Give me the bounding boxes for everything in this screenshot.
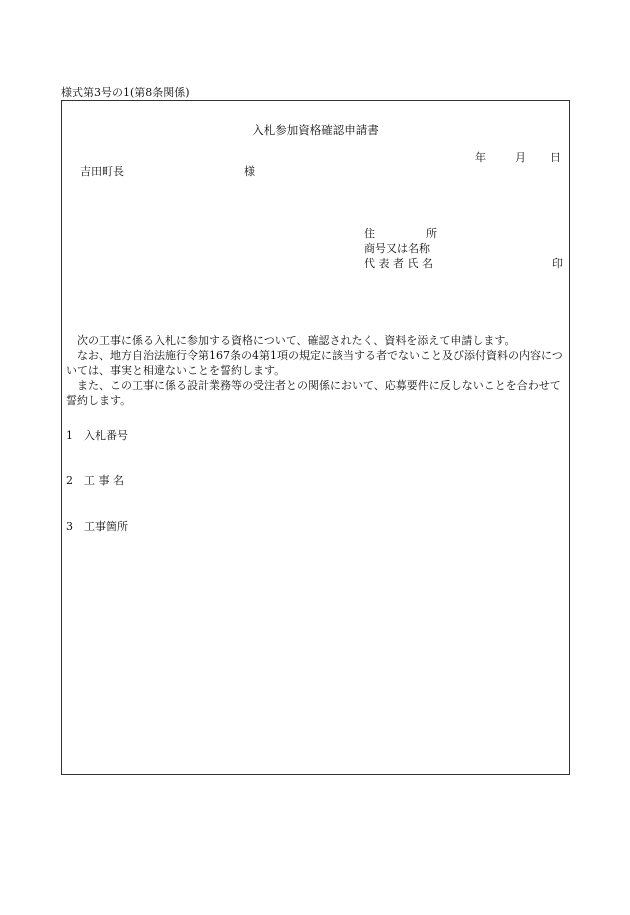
item-label: 工 事 名 — [84, 474, 124, 487]
trade-name-label: 商号又は名称 — [364, 242, 430, 255]
seal-mark: 印 — [552, 257, 563, 270]
pledge-statement: なお、地方自治法施行令第167条の4第1項の規定に該当する者でないこと及び添付資料の内容については、事実と相違ないことを誓約します。 — [66, 349, 563, 377]
date-year-label: 年 — [475, 151, 486, 164]
item-number: 3 — [66, 520, 73, 533]
representative-label: 代 表 者 氏 名 — [364, 257, 433, 270]
item-number: 1 — [66, 429, 73, 442]
item-label: 工事箇所 — [84, 520, 128, 533]
design-pledge-statement: また、この工事に係る設計業務等の受注者との関係において、応募要件に反しないことを合わせて誓約します。 — [66, 379, 561, 407]
application-statement: 次の工事に係る入札に参加する資格について、確認されたく、資料を添えて申請します。 — [77, 334, 516, 347]
form-number-label: 様式第3号の1(第8条関係) — [61, 86, 190, 99]
address-label-suffix: 所 — [426, 227, 437, 240]
address-label: 住 — [364, 227, 375, 240]
addressee: 吉田町長 — [80, 165, 124, 178]
item-project-location — [66, 518, 128, 534]
application-form-frame — [61, 100, 570, 775]
item-project-name — [66, 472, 124, 488]
document-title: 入札参加資格確認申請書 — [252, 123, 379, 137]
item-number: 2 — [66, 474, 73, 487]
date-day-label: 日 — [550, 151, 561, 164]
date-month-label: 月 — [515, 151, 526, 164]
item-label: 入札番号 — [84, 429, 128, 442]
addressee-honorific: 様 — [244, 165, 255, 178]
item-bid-number — [66, 427, 128, 443]
